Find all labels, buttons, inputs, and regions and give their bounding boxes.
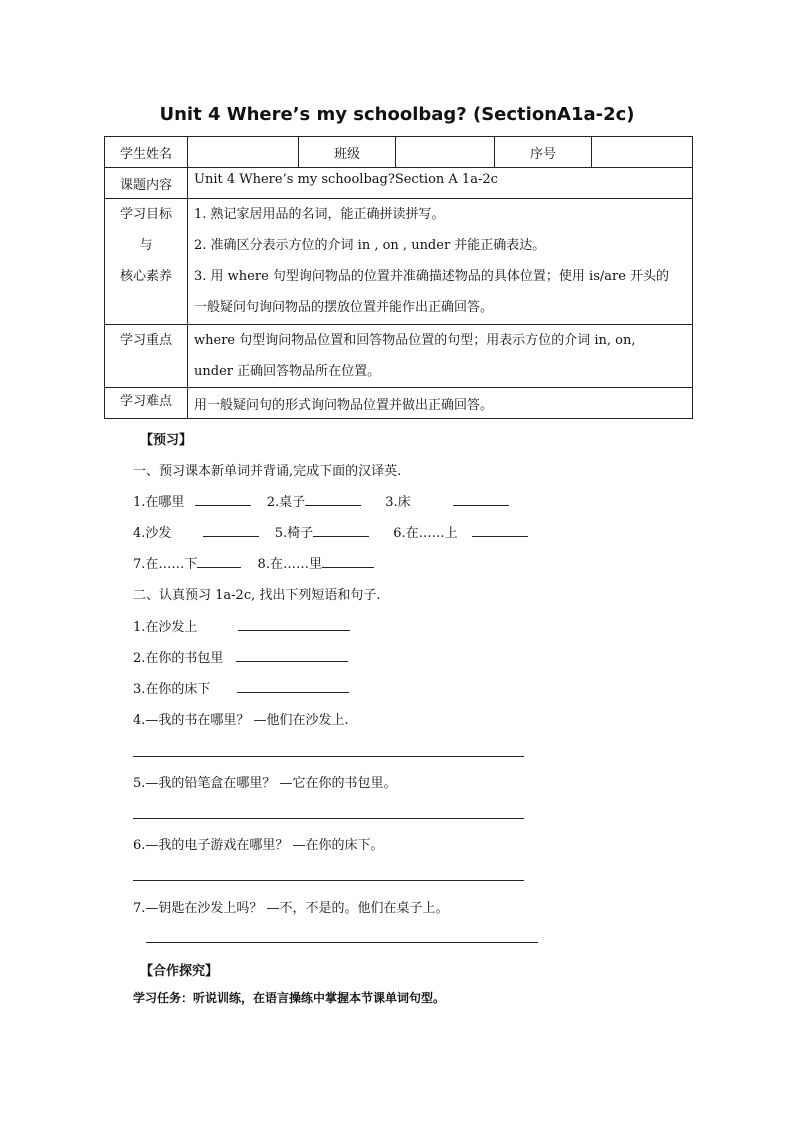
answer-line[interactable]: [133, 818, 524, 819]
vocab-item: 3.床: [385, 495, 411, 510]
vocab-item: 8.在……里: [257, 557, 322, 572]
vocab-item: 4.沙发: [133, 526, 172, 541]
goals-label-line-2: 与: [139, 238, 153, 253]
part2-title: 二、认真预习 1a-2c, 找出下列短语和句子.: [133, 588, 381, 603]
student-name-field[interactable]: [188, 137, 299, 168]
vocab-blank[interactable]: [472, 524, 528, 537]
difficulty-value: 用一般疑问句的形式询问物品位置并做出正确回答。: [188, 388, 693, 419]
vocab-item: 1.在哪里: [133, 495, 185, 510]
sentence-item: 5.—我的铅笔盒在哪里？ —它在你的书包里。: [133, 776, 397, 791]
goals-label-line-1: 学习目标: [119, 207, 172, 222]
vocab-blank[interactable]: [453, 493, 509, 506]
sentence-item: 7.—钥匙在沙发上吗？ —不，不是的。他们在桌子上。: [133, 901, 449, 916]
student-name-label: 学生姓名: [105, 137, 188, 168]
phrase-item: 3.在你的床下: [133, 682, 211, 697]
vocab-item: 2.桌子: [266, 495, 306, 510]
goals-label-line-3: 核心素养: [119, 269, 172, 284]
page-title: Unit 4 Where’s my schoolbag? (SectionA1a-2c): [159, 104, 635, 125]
preview-heading: 【预习】: [140, 433, 193, 448]
key-line: where 句型询问物品位置和回答物品位置的句型；用表示方位的介词 in, on,: [194, 333, 636, 348]
sentence-item: 4.—我的书在哪里？ —他们在沙发上.: [133, 713, 349, 728]
class-label: 班级: [299, 137, 396, 168]
seat-field[interactable]: [592, 137, 693, 168]
phrase-blank[interactable]: [238, 618, 350, 631]
key-label-text: 学习重点: [119, 333, 172, 348]
phrase-blank[interactable]: [237, 680, 349, 693]
answer-line[interactable]: [133, 756, 524, 757]
goals-content: [188, 199, 693, 325]
phrase-item: 2.在你的书包里: [133, 651, 224, 666]
vocab-blank[interactable]: [203, 524, 259, 537]
coop-heading: 【合作探究】: [140, 964, 219, 979]
vocab-item: 6.在……上: [393, 526, 458, 541]
vocab-blank[interactable]: [305, 493, 361, 506]
class-field[interactable]: [396, 137, 495, 168]
key-label: [105, 325, 188, 388]
vocab-blank[interactable]: [322, 555, 374, 568]
vocab-row-3: [133, 553, 374, 572]
goal-item: 1. 熟记家居用品的名词，能正确拼读拼写。: [194, 207, 445, 222]
vocab-row-2: [133, 522, 528, 541]
vocab-blank[interactable]: [197, 555, 241, 568]
vocab-blank[interactable]: [195, 493, 251, 506]
phrase-row: [133, 647, 348, 666]
key-content: [188, 325, 693, 388]
learning-task: 学习任务：听说训练，在语言操练中掌握本节课单词句型。: [133, 991, 446, 1005]
phrase-blank[interactable]: [236, 649, 348, 662]
sentence-item: 6.—我的电子游戏在哪里？ —在你的床下。: [133, 838, 384, 853]
goal-item: 一般疑问句询问物品的摆放位置并能作出正确回答。: [194, 300, 494, 315]
difficulty-label: 学习难点: [105, 388, 188, 419]
phrase-row: [133, 678, 349, 697]
goal-item: 3. 用 where 句型询问物品的位置并准确描述物品的具体位置；使用 is/are 开头的: [194, 269, 670, 284]
goal-item: 2. 准确区分表示方位的介词 in , on , under 并能正确表达。: [194, 238, 546, 253]
vocab-row-1: [133, 491, 509, 510]
answer-line[interactable]: [133, 880, 524, 881]
info-table: [104, 136, 693, 419]
part1-title: 一、预习课本新单词并背诵,完成下面的汉译英.: [133, 464, 402, 479]
vocab-item: 5.椅子: [274, 526, 314, 541]
phrase-row: [133, 616, 350, 635]
answer-line[interactable]: [146, 942, 538, 943]
vocab-blank[interactable]: [313, 524, 369, 537]
vocab-item: 7.在……下: [133, 557, 198, 572]
goals-label: [105, 199, 188, 325]
topic-label: 课题内容: [105, 168, 188, 199]
phrase-item: 1.在沙发上: [133, 620, 198, 635]
key-line: under 正确回答物品所在位置。: [194, 364, 381, 379]
topic-value: Unit 4 Where’s my schoolbag?Section A 1a-2c: [188, 168, 693, 199]
seat-label: 序号: [495, 137, 592, 168]
